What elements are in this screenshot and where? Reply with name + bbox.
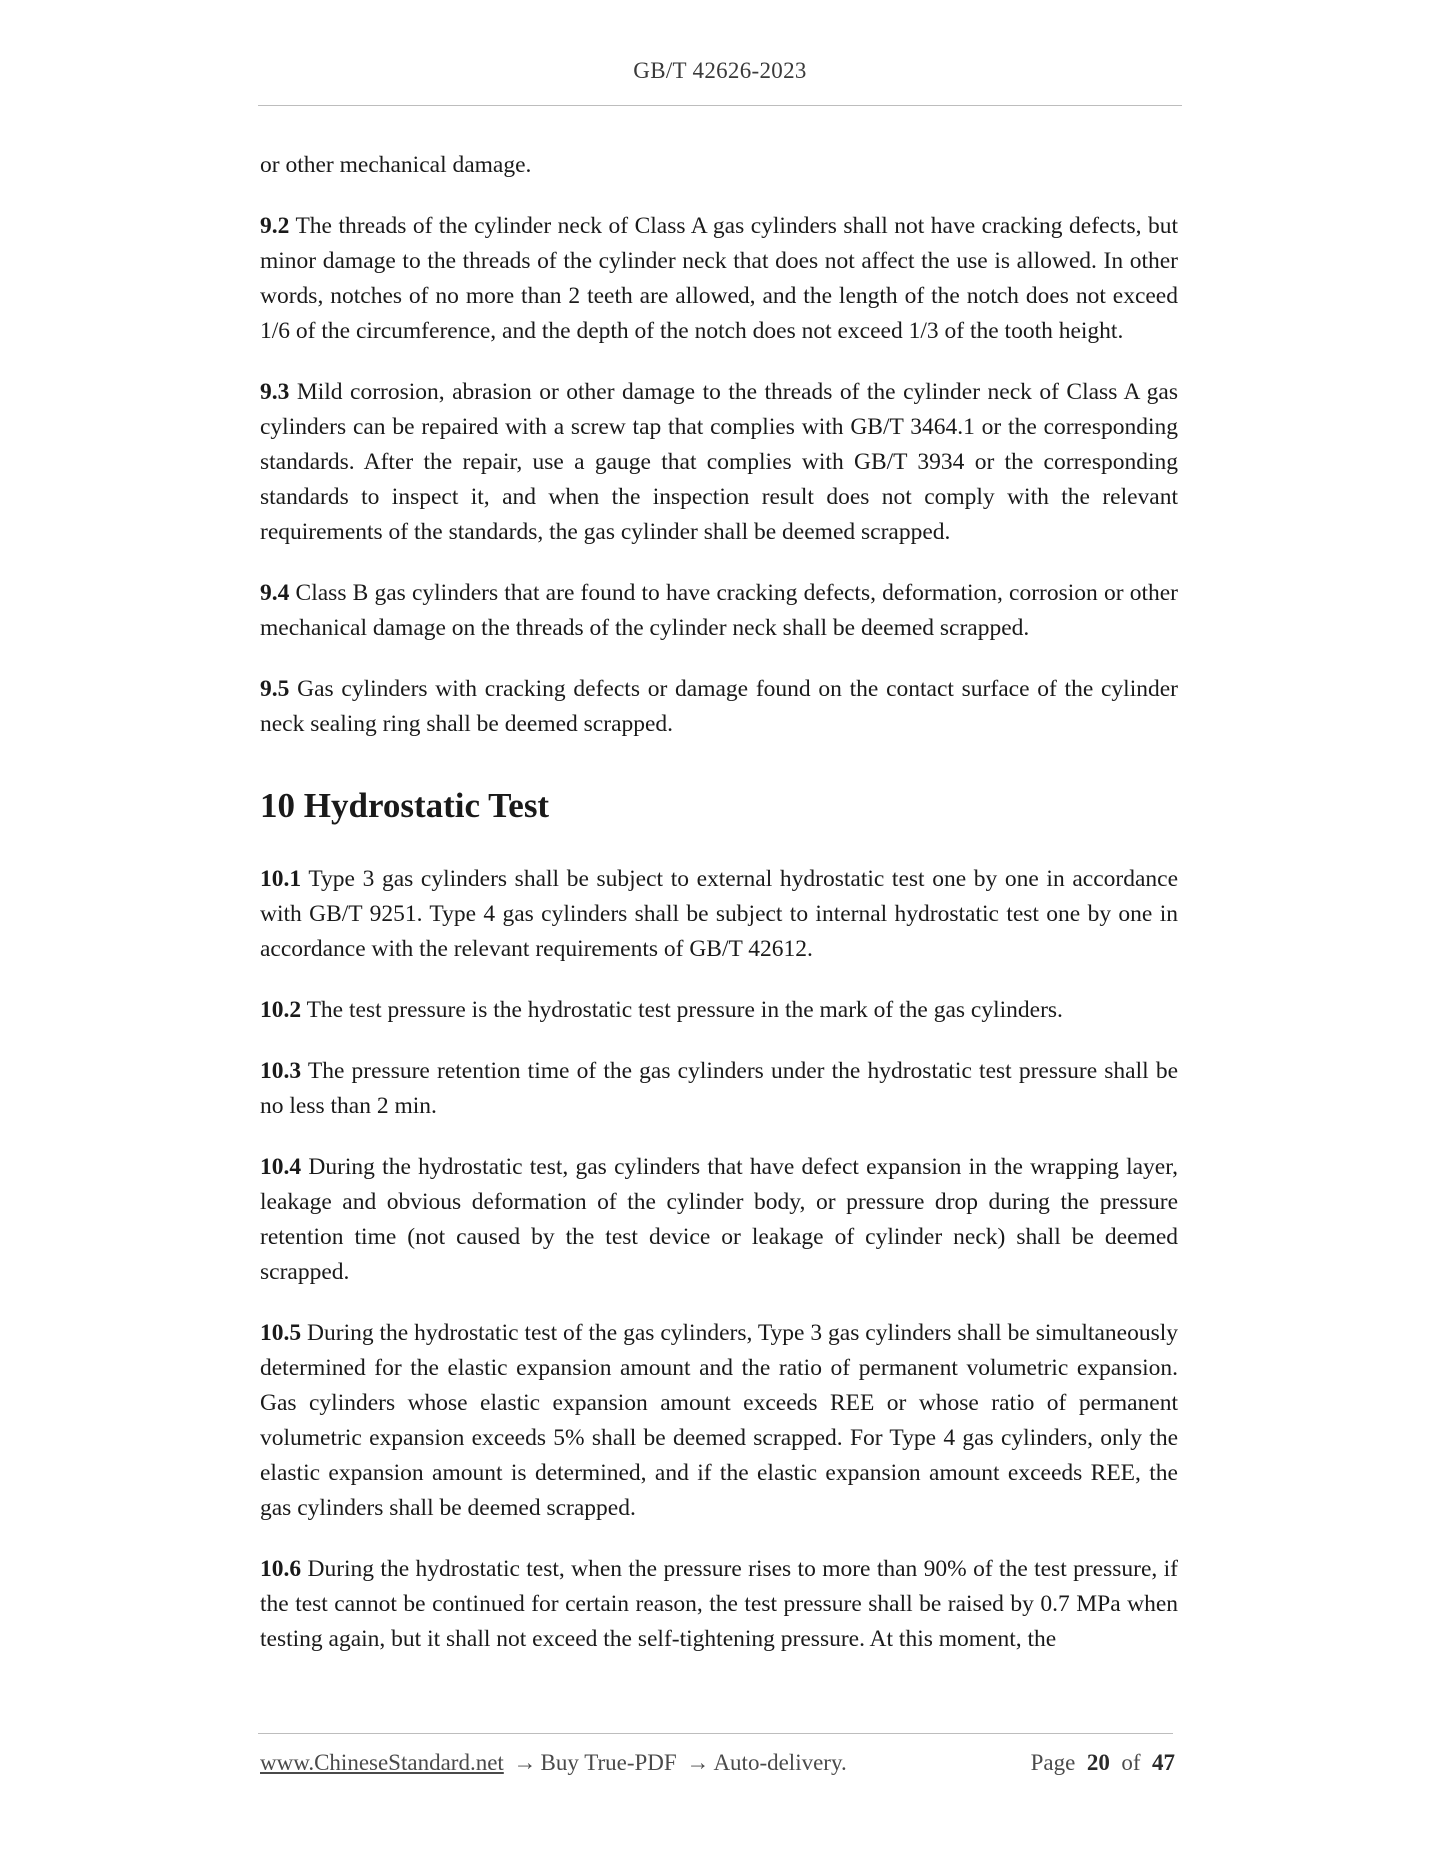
clause-10-3	[260, 1054, 1178, 1124]
page-total: 47	[1152, 1750, 1175, 1775]
section-10-heading: 10 Hydrostatic Test	[260, 786, 550, 825]
page-current: 20	[1086, 1750, 1110, 1775]
clause-number: 10.1	[260, 866, 302, 892]
clause-number: 9.4	[260, 580, 290, 606]
arrow-right-icon: →	[513, 1750, 537, 1775]
page-indicator	[1031, 1750, 1175, 1776]
clause-text: Gas cylinders with cracking defects or damage found on the contact surface of the cylinder neck sealing ring shall be deemed scrapped.	[260, 676, 1178, 737]
clause-number: 9.2	[260, 213, 290, 239]
header-divider	[258, 105, 1182, 106]
auto-delivery-text: Auto-delivery.	[713, 1750, 847, 1775]
page-of-label: of	[1121, 1750, 1141, 1775]
page-header-doc-id: GB/T 42626-2023	[633, 58, 807, 83]
clause-text: During the hydrostatic test, gas cylinders that have defect expansion in the wrapping layer, leakage and obvious deformation of the cylinder body, or pressure drop during the pressure retention time (not caused by the test device or leakage of cylinder neck) shall be deemed scrapped.	[260, 1154, 1178, 1285]
clause-10-6	[260, 1552, 1178, 1657]
clause-number: 10.5	[260, 1320, 302, 1346]
arrow-right-icon: →	[686, 1750, 710, 1775]
clause-number: 10.4	[260, 1154, 302, 1180]
continuation-text: or other mechanical damage.	[260, 152, 532, 178]
clause-9-2	[260, 209, 1178, 349]
clause-text: During the hydrostatic test of the gas cylinders, Type 3 gas cylinders shall be simultaneously determined for the elastic expansion amount and the ratio of permanent volumetric expansion. Gas cylinders whose elastic expansion amount exceeds REE or whose ratio of permanent volumetric expansion exceeds 5% shall be deemed scrapped. For Type 4 gas cylinders, only the elastic expansion amount is determined, and if the elastic expansion amount exceeds REE, the gas cylinders shall be deemed scrapped.	[260, 1320, 1178, 1521]
document-body	[260, 148, 1178, 1683]
buy-pdf-text: Buy True-PDF	[540, 1750, 677, 1775]
site-link[interactable]: www.ChineseStandard.net	[260, 1750, 504, 1775]
clause-text: The test pressure is the hydrostatic test pressure in the mark of the gas cylinders.	[301, 997, 1063, 1023]
clause-number: 10.6	[260, 1556, 302, 1582]
page-footer	[260, 1750, 1175, 1782]
clause-number: 9.5	[260, 676, 290, 702]
clause-10-5	[260, 1316, 1178, 1526]
page-label: Page	[1030, 1750, 1076, 1775]
footer-promo	[260, 1750, 847, 1776]
clause-number: 10.2	[260, 997, 302, 1023]
clause-text: Type 3 gas cylinders shall be subject to external hydrostatic test one by one in accordance with GB/T 9251. Type 4 gas cylinders shall be subject to internal hydrostatic test one by one in accordance with the relevant requirements of GB/T 42612.	[260, 866, 1178, 962]
clause-9-4	[260, 576, 1178, 646]
clause-10-1	[260, 862, 1178, 967]
clause-text: Mild corrosion, abrasion or other damage to the threads of the cylinder neck of Class A gas cylinders can be repaired with a screw tap that complies with GB/T 3464.1 or the corresponding standards. After the repair, use a gauge that complies with GB/T 3934 or the corresponding standards to inspect it, and when the inspection result does not comply with the relevant requirements of the standards, the gas cylinder shall be deemed scrapped.	[260, 379, 1178, 545]
clause-10-2	[260, 993, 1178, 1028]
clause-9-5	[260, 672, 1178, 742]
clause-text: Class B gas cylinders that are found to have cracking defects, deformation, corrosion or other mechanical damage on the threads of the cylinder neck shall be deemed scrapped.	[260, 580, 1178, 641]
clause-number: 9.3	[260, 379, 290, 405]
clause-10-4	[260, 1150, 1178, 1290]
clause-9-3	[260, 375, 1178, 550]
clause-text: During the hydrostatic test, when the pressure rises to more than 90% of the test pressure, if the test cannot be continued for certain reason, the test pressure shall be raised by 0.7 MPa when testing again, but it shall not exceed the self-tightening pressure. At this moment, the	[260, 1556, 1178, 1652]
clause-text: The pressure retention time of the gas cylinders under the hydrostatic test pressure shall be no less than 2 min.	[260, 1058, 1178, 1119]
footer-divider	[258, 1733, 1173, 1734]
clause-number: 10.3	[260, 1058, 302, 1084]
clause-text: The threads of the cylinder neck of Class A gas cylinders shall not have cracking defects, but minor damage to the threads of the cylinder neck that does not affect the use is allowed. In other words, notches of no more than 2 teeth are allowed, and the length of the notch does not exceed 1/6 of the circumference, and the depth of the notch does not exceed 1/3 of the tooth height.	[260, 213, 1178, 344]
